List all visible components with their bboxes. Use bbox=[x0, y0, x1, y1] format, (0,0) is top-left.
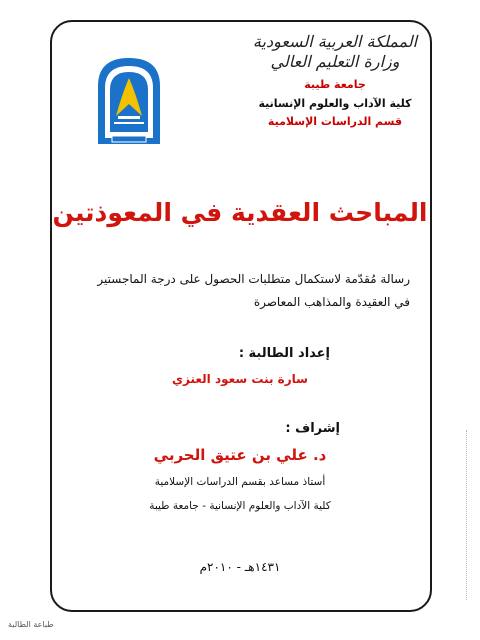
student-name: سارة بنت سعود العنزي bbox=[172, 372, 308, 386]
supervision-label: إشراف : bbox=[285, 421, 340, 436]
university-name: جامعة طيبة bbox=[304, 78, 366, 91]
side-divider bbox=[466, 430, 470, 600]
subtitle-line-1: رسالة مُقدّمة لاستكمال متطلبات الحصول على درجة الماجستير bbox=[97, 272, 410, 286]
supervisor-name: د. علي بن عتيق الحربي bbox=[153, 446, 327, 464]
ministry-calligraphy bbox=[250, 32, 420, 72]
ministry-name: وزارة التعليم العالي bbox=[270, 52, 400, 71]
thesis-description bbox=[90, 268, 410, 314]
supervisor-title: أستاذ مساعد بقسم الدراسات الإسلامية bbox=[154, 476, 326, 488]
emblem-svg bbox=[92, 54, 166, 150]
supervisor-college: كلية الآداب والعلوم الإنسانية - جامعة طيبة bbox=[149, 500, 331, 512]
footer-mark: طباعة الطالبة bbox=[8, 620, 54, 629]
university-emblem-icon bbox=[92, 54, 166, 150]
institution-header bbox=[250, 32, 420, 132]
kingdom-name: المملكة العربية السعودية bbox=[252, 32, 418, 51]
prepared-by-label: إعداد الطالبة : bbox=[238, 346, 330, 361]
subtitle-line-2: في العقيدة والمذاهب المعاصرة bbox=[253, 294, 410, 309]
thesis-title: المباحث العقدية في المعوذتين bbox=[52, 198, 428, 227]
department-name: قسم الدراسات الإسلامية bbox=[267, 115, 403, 129]
submission-date: ١٤٣١هـ - ٢٠١٠م bbox=[199, 560, 281, 574]
college-name: كلية الآداب والعلوم الإنسانية bbox=[258, 96, 412, 110]
